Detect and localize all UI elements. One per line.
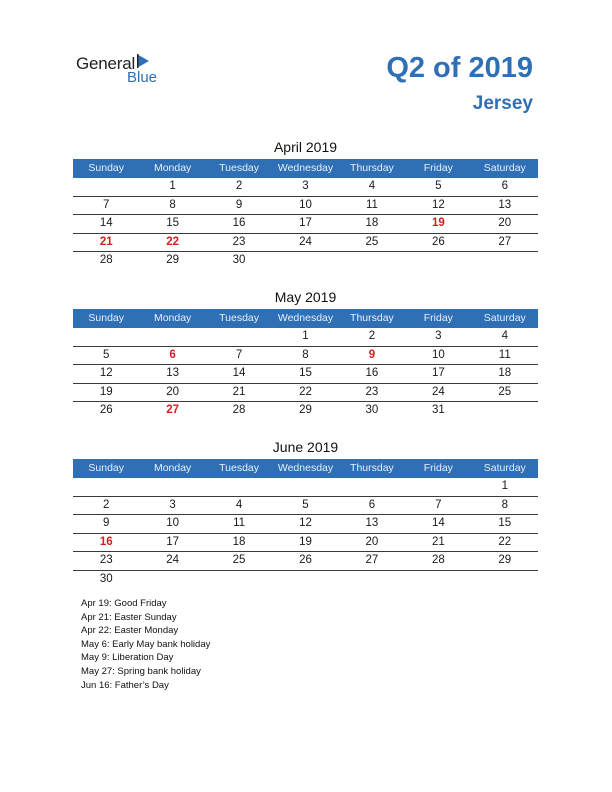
day-cell: 25 (498, 385, 512, 398)
day-cell: 5 (302, 498, 309, 511)
day-cell: 13 (365, 517, 379, 529)
day-cell: 5 (435, 180, 442, 192)
day-cell: 2 (103, 498, 110, 511)
day-cell: 1 (169, 180, 176, 192)
month-may (73, 287, 538, 420)
day-cell: 27 (365, 554, 379, 566)
week-row (73, 534, 538, 553)
day-cell: 29 (498, 554, 512, 566)
day-cell: 3 (169, 498, 176, 511)
day-cell: 15 (498, 517, 512, 529)
day-cell: 21 (431, 535, 445, 548)
day-cell: 11 (498, 348, 511, 361)
day-cell: 22 (498, 535, 512, 548)
empty-day-cell (339, 571, 405, 589)
weekday-header (73, 159, 538, 178)
weekday-label: Friday (423, 162, 453, 174)
day-cell: 29 (299, 404, 312, 416)
day-cell: 20 (498, 217, 512, 229)
day-cell: 6 (368, 498, 376, 511)
day-cell: 16 (365, 367, 379, 379)
weekday-label: Tuesday (219, 312, 259, 324)
day-cell: 12 (299, 517, 312, 529)
week-row (73, 365, 538, 384)
weekday-header (73, 459, 538, 478)
holiday-day-cell: 21 (99, 235, 113, 248)
day-cell: 20 (365, 535, 379, 548)
holiday-day-cell: 27 (166, 404, 180, 416)
day-cell: 10 (299, 198, 312, 211)
weekday-label: Sunday (88, 312, 125, 324)
day-cell: 18 (232, 535, 246, 548)
day-cell: 24 (431, 385, 445, 398)
month-april (73, 137, 538, 270)
empty-day-cell (73, 178, 139, 196)
day-cell: 11 (365, 198, 378, 211)
day-cell: 23 (232, 235, 246, 248)
weekday-label: Friday (423, 462, 453, 474)
weekday-header (73, 309, 538, 328)
day-cell: 26 (299, 554, 312, 566)
day-cell: 28 (232, 404, 246, 416)
day-cell: 9 (103, 517, 110, 529)
day-cell: 8 (302, 348, 309, 361)
week-row (73, 328, 538, 347)
weekday-label: Monday (153, 462, 192, 474)
empty-day-cell (272, 571, 338, 589)
day-cell: 2 (235, 180, 243, 192)
empty-day-cell (206, 571, 272, 589)
month-title: April 2019 (273, 139, 338, 155)
day-cell: 26 (431, 235, 445, 248)
month-weeks (73, 178, 538, 270)
day-cell: 31 (431, 404, 445, 416)
day-cell: 24 (299, 235, 312, 248)
day-cell: 16 (232, 217, 246, 229)
week-row (73, 515, 538, 534)
day-cell: 30 (232, 254, 246, 266)
day-cell: 2 (368, 330, 376, 342)
weekday-label: Tuesday (219, 162, 259, 174)
weekday-label: Saturday (483, 462, 526, 474)
day-cell: 23 (365, 385, 379, 398)
day-cell: 25 (232, 554, 246, 566)
day-cell: 10 (166, 517, 180, 529)
day-cell: 5 (103, 348, 110, 361)
empty-day-cell (139, 328, 205, 346)
day-cell: 30 (365, 404, 379, 416)
holiday-day-cell: 22 (166, 235, 180, 248)
day-cell: 17 (299, 217, 312, 229)
empty-day-cell (73, 328, 139, 346)
day-cell: 25 (365, 235, 379, 248)
week-row (73, 347, 538, 366)
empty-day-cell (405, 252, 471, 270)
day-cell: 29 (166, 254, 180, 266)
holiday-note: May 6: Early May bank holiday (81, 638, 211, 650)
week-row (73, 478, 538, 497)
day-cell: 21 (232, 385, 246, 398)
weekday-label: Thursday (350, 162, 394, 174)
empty-day-cell (73, 478, 139, 496)
empty-day-cell (139, 571, 205, 589)
week-row (73, 252, 538, 270)
holiday-day-cell: 16 (99, 535, 113, 548)
day-cell: 14 (232, 367, 246, 379)
holiday-note: Apr 19: Good Friday (81, 598, 167, 609)
day-cell: 1 (501, 480, 508, 492)
holiday-notes (81, 597, 210, 692)
weekday-label: Friday (423, 312, 453, 324)
month-title: May 2019 (274, 289, 337, 305)
day-cell: 26 (99, 404, 113, 416)
day-cell: 1 (302, 330, 309, 342)
empty-day-cell (272, 478, 338, 496)
day-cell: 19 (99, 385, 113, 398)
week-row (73, 234, 538, 253)
week-row (73, 497, 538, 516)
day-cell: 18 (498, 367, 512, 379)
day-cell: 30 (99, 572, 113, 585)
weekday-label: Tuesday (219, 462, 259, 474)
weekday-label: Wednesday (277, 462, 334, 474)
day-cell: 3 (302, 180, 309, 192)
weekday-label: Thursday (350, 312, 394, 324)
week-row (73, 571, 538, 589)
weekday-label: Monday (153, 162, 192, 174)
brand-logo (76, 52, 176, 92)
holiday-note: Apr 22: Easter Monday (81, 625, 179, 637)
day-cell: 13 (498, 198, 512, 211)
empty-day-cell (339, 252, 405, 270)
weekday-label: Sunday (88, 162, 125, 174)
week-row (73, 384, 538, 403)
empty-day-cell (472, 571, 538, 589)
day-cell: 28 (431, 554, 445, 566)
day-cell: 28 (99, 254, 113, 266)
day-cell: 4 (501, 330, 508, 342)
weekday-label: Wednesday (277, 162, 334, 174)
weekday-label: Wednesday (277, 312, 334, 324)
day-cell: 24 (166, 554, 180, 566)
day-cell: 22 (299, 385, 312, 398)
month-june (73, 437, 538, 588)
day-cell: 12 (431, 198, 445, 211)
holiday-note: Jun 16: Father’s Day (81, 679, 169, 691)
day-cell: 15 (166, 217, 180, 229)
weekday-label: Thursday (350, 462, 394, 474)
empty-day-cell (206, 478, 272, 496)
brand-word-blue: Blue (127, 69, 158, 86)
holiday-note: May 9: Liberation Day (81, 652, 174, 664)
empty-day-cell (272, 252, 338, 270)
day-cell: 27 (498, 235, 512, 248)
weekday-label: Saturday (483, 162, 526, 174)
day-cell: 14 (99, 217, 113, 229)
day-cell: 4 (235, 498, 243, 511)
weekday-label: Saturday (483, 312, 526, 324)
week-row (73, 197, 538, 216)
day-cell: 8 (501, 498, 508, 511)
day-cell: 7 (435, 498, 442, 511)
flag-icon (137, 54, 149, 68)
day-cell: 10 (431, 348, 445, 361)
weekday-label: Monday (153, 312, 192, 324)
day-cell: 14 (431, 517, 445, 529)
day-cell: 15 (299, 367, 312, 379)
region-name: Jersey (472, 93, 533, 114)
holiday-day-cell: 9 (368, 348, 376, 361)
month-title: June 2019 (272, 439, 339, 455)
empty-day-cell (472, 252, 538, 270)
holiday-note: May 27: Spring bank holiday (81, 665, 201, 677)
day-cell: 17 (166, 535, 180, 548)
month-weeks (73, 478, 538, 588)
day-cell: 23 (99, 554, 113, 566)
page-title: Q2 of 2019 (386, 52, 533, 84)
day-cell: 19 (299, 535, 312, 548)
empty-day-cell (405, 478, 471, 496)
day-cell: 7 (103, 198, 110, 211)
week-row (73, 215, 538, 234)
day-cell: 12 (99, 367, 113, 379)
week-row (73, 552, 538, 571)
empty-day-cell (339, 478, 405, 496)
week-row (73, 402, 538, 420)
brand-word-general: General (76, 54, 136, 73)
day-cell: 17 (431, 367, 445, 379)
day-cell: 6 (501, 180, 508, 192)
day-cell: 18 (365, 217, 379, 229)
day-cell: 7 (235, 348, 243, 361)
empty-day-cell (139, 478, 205, 496)
empty-day-cell (405, 571, 471, 589)
day-cell: 20 (166, 385, 180, 398)
holiday-day-cell: 19 (431, 217, 445, 229)
weekday-label: Sunday (88, 462, 125, 474)
day-cell: 8 (169, 198, 176, 211)
empty-day-cell (206, 328, 272, 346)
holiday-note: Apr 21: Easter Sunday (81, 611, 177, 623)
day-cell: 11 (233, 517, 246, 529)
day-cell: 4 (368, 180, 376, 192)
holiday-day-cell: 6 (169, 348, 176, 361)
week-row (73, 178, 538, 197)
day-cell: 3 (435, 330, 442, 342)
empty-day-cell (472, 402, 538, 420)
day-cell: 9 (235, 198, 243, 211)
month-weeks (73, 328, 538, 420)
day-cell: 13 (166, 367, 180, 379)
